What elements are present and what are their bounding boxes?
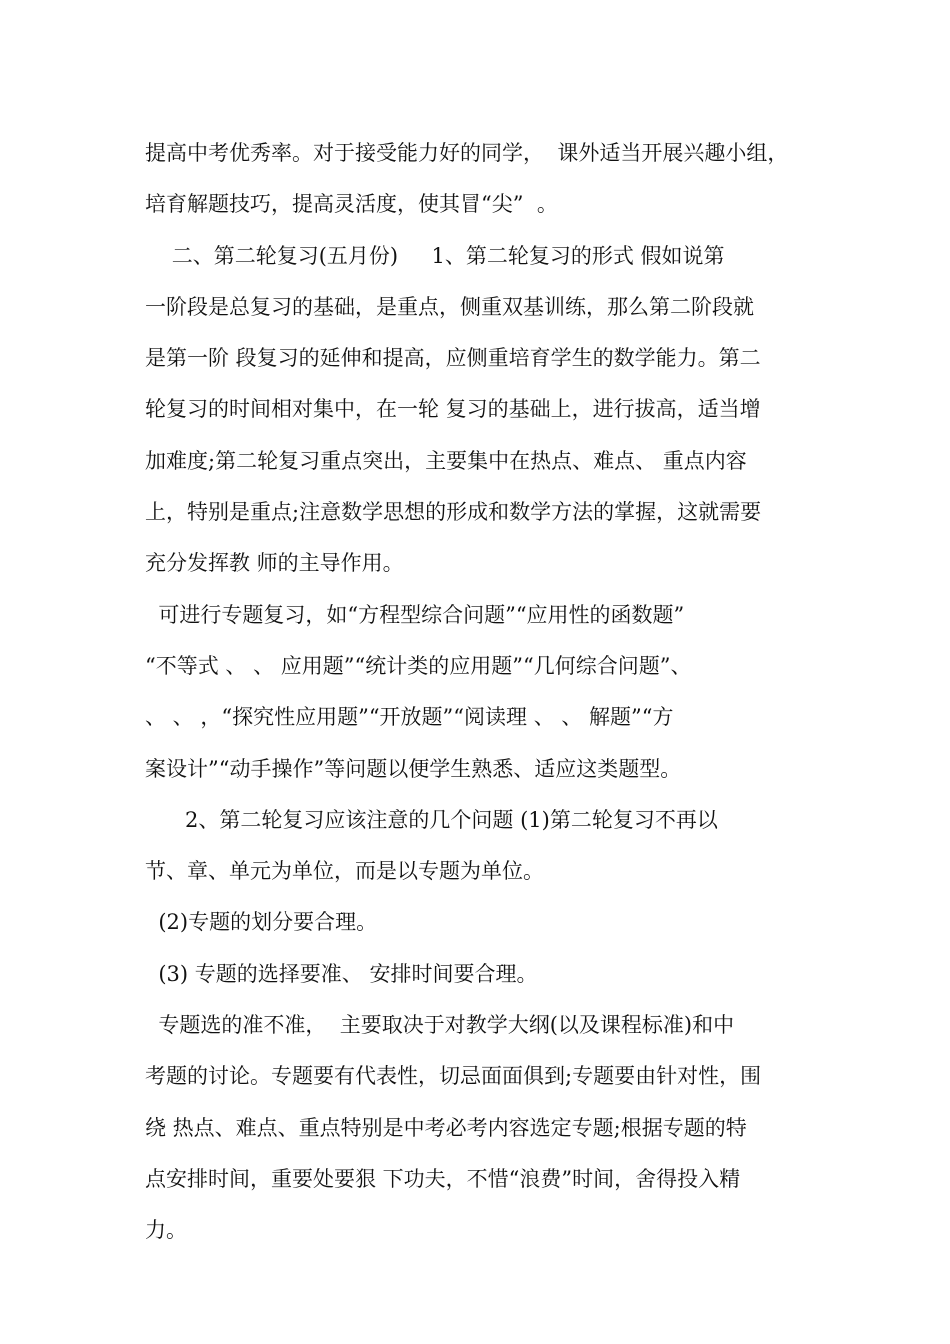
text-line: 上，特别是重点;注意数学思想的形成和数学方法的掌握，这就需要 [145, 500, 762, 525]
text-line: (2)专题的划分要合理。 [145, 910, 378, 935]
text-line: 、 、 ，“探究性应用题”“开放题”“阅读理 、 、 解题”“方 [145, 705, 674, 730]
text-line: 加难度;第二轮复习重点突出，主要集中在热点、难点、 重点内容 [145, 448, 747, 473]
text-line: 提高中考优秀率。对于接受能力好的同学， 课外适当开展兴趣小组， [145, 141, 789, 165]
text-line: 案设计”“动手操作”等问题以便学生熟悉、适应这类题型。 [145, 756, 682, 781]
text-line: 培育解题技巧，提高灵活度，使其冒“尖” 。 [145, 192, 558, 217]
text-line: 专题选的准不准， 主要取决于对教学大纲(以及课程标准)和中 [145, 1013, 735, 1038]
text-line: 2、第二轮复习应该注意的几个问题 (1)第二轮复习不再以 [145, 807, 718, 832]
text-line: 考题的讨论。专题要有代表性，切忌面面俱到;专题要由针对性，围 [145, 1064, 762, 1089]
text-line: 点安排时间，重要处要狠 下功夫，不惜“浪费”时间，舍得投入精 [145, 1166, 741, 1191]
document-body [145, 128, 825, 1257]
text-line: 节、章、单元为单位，而是以专题为单位。 [145, 859, 544, 884]
text-line: 是第一阶 段复习的延伸和提高，应侧重培育学生的数学能力。第二 [145, 346, 761, 371]
text-line: 力。 [145, 1218, 187, 1243]
text-line: 二、第二轮复习(五月份) 1、第二轮复习的形式 假如说第 [145, 243, 725, 268]
text-line: “不等式 、 、 应用题”“统计类的应用题”“几何综合问题”、 [145, 653, 692, 678]
text-line: 一阶段是总复习的基础，是重点，侧重双基训练，那么第二阶段就 [145, 294, 754, 319]
text-line: 充分发挥教 师的主导作用。 [145, 551, 404, 576]
text-line: 绕 热点、难点、重点特别是中考必考内容选定专题;根据专题的特 [145, 1115, 747, 1140]
text-line: 可进行专题复习，如“方程型综合问题”“应用性的函数题” [145, 602, 685, 627]
text-line: 轮复习的时间相对集中，在一轮 复习的基础上，进行拔高，适当增 [145, 397, 761, 422]
text-line: (3) 专题的选择要准、 安排时间要合理。 [145, 961, 538, 986]
